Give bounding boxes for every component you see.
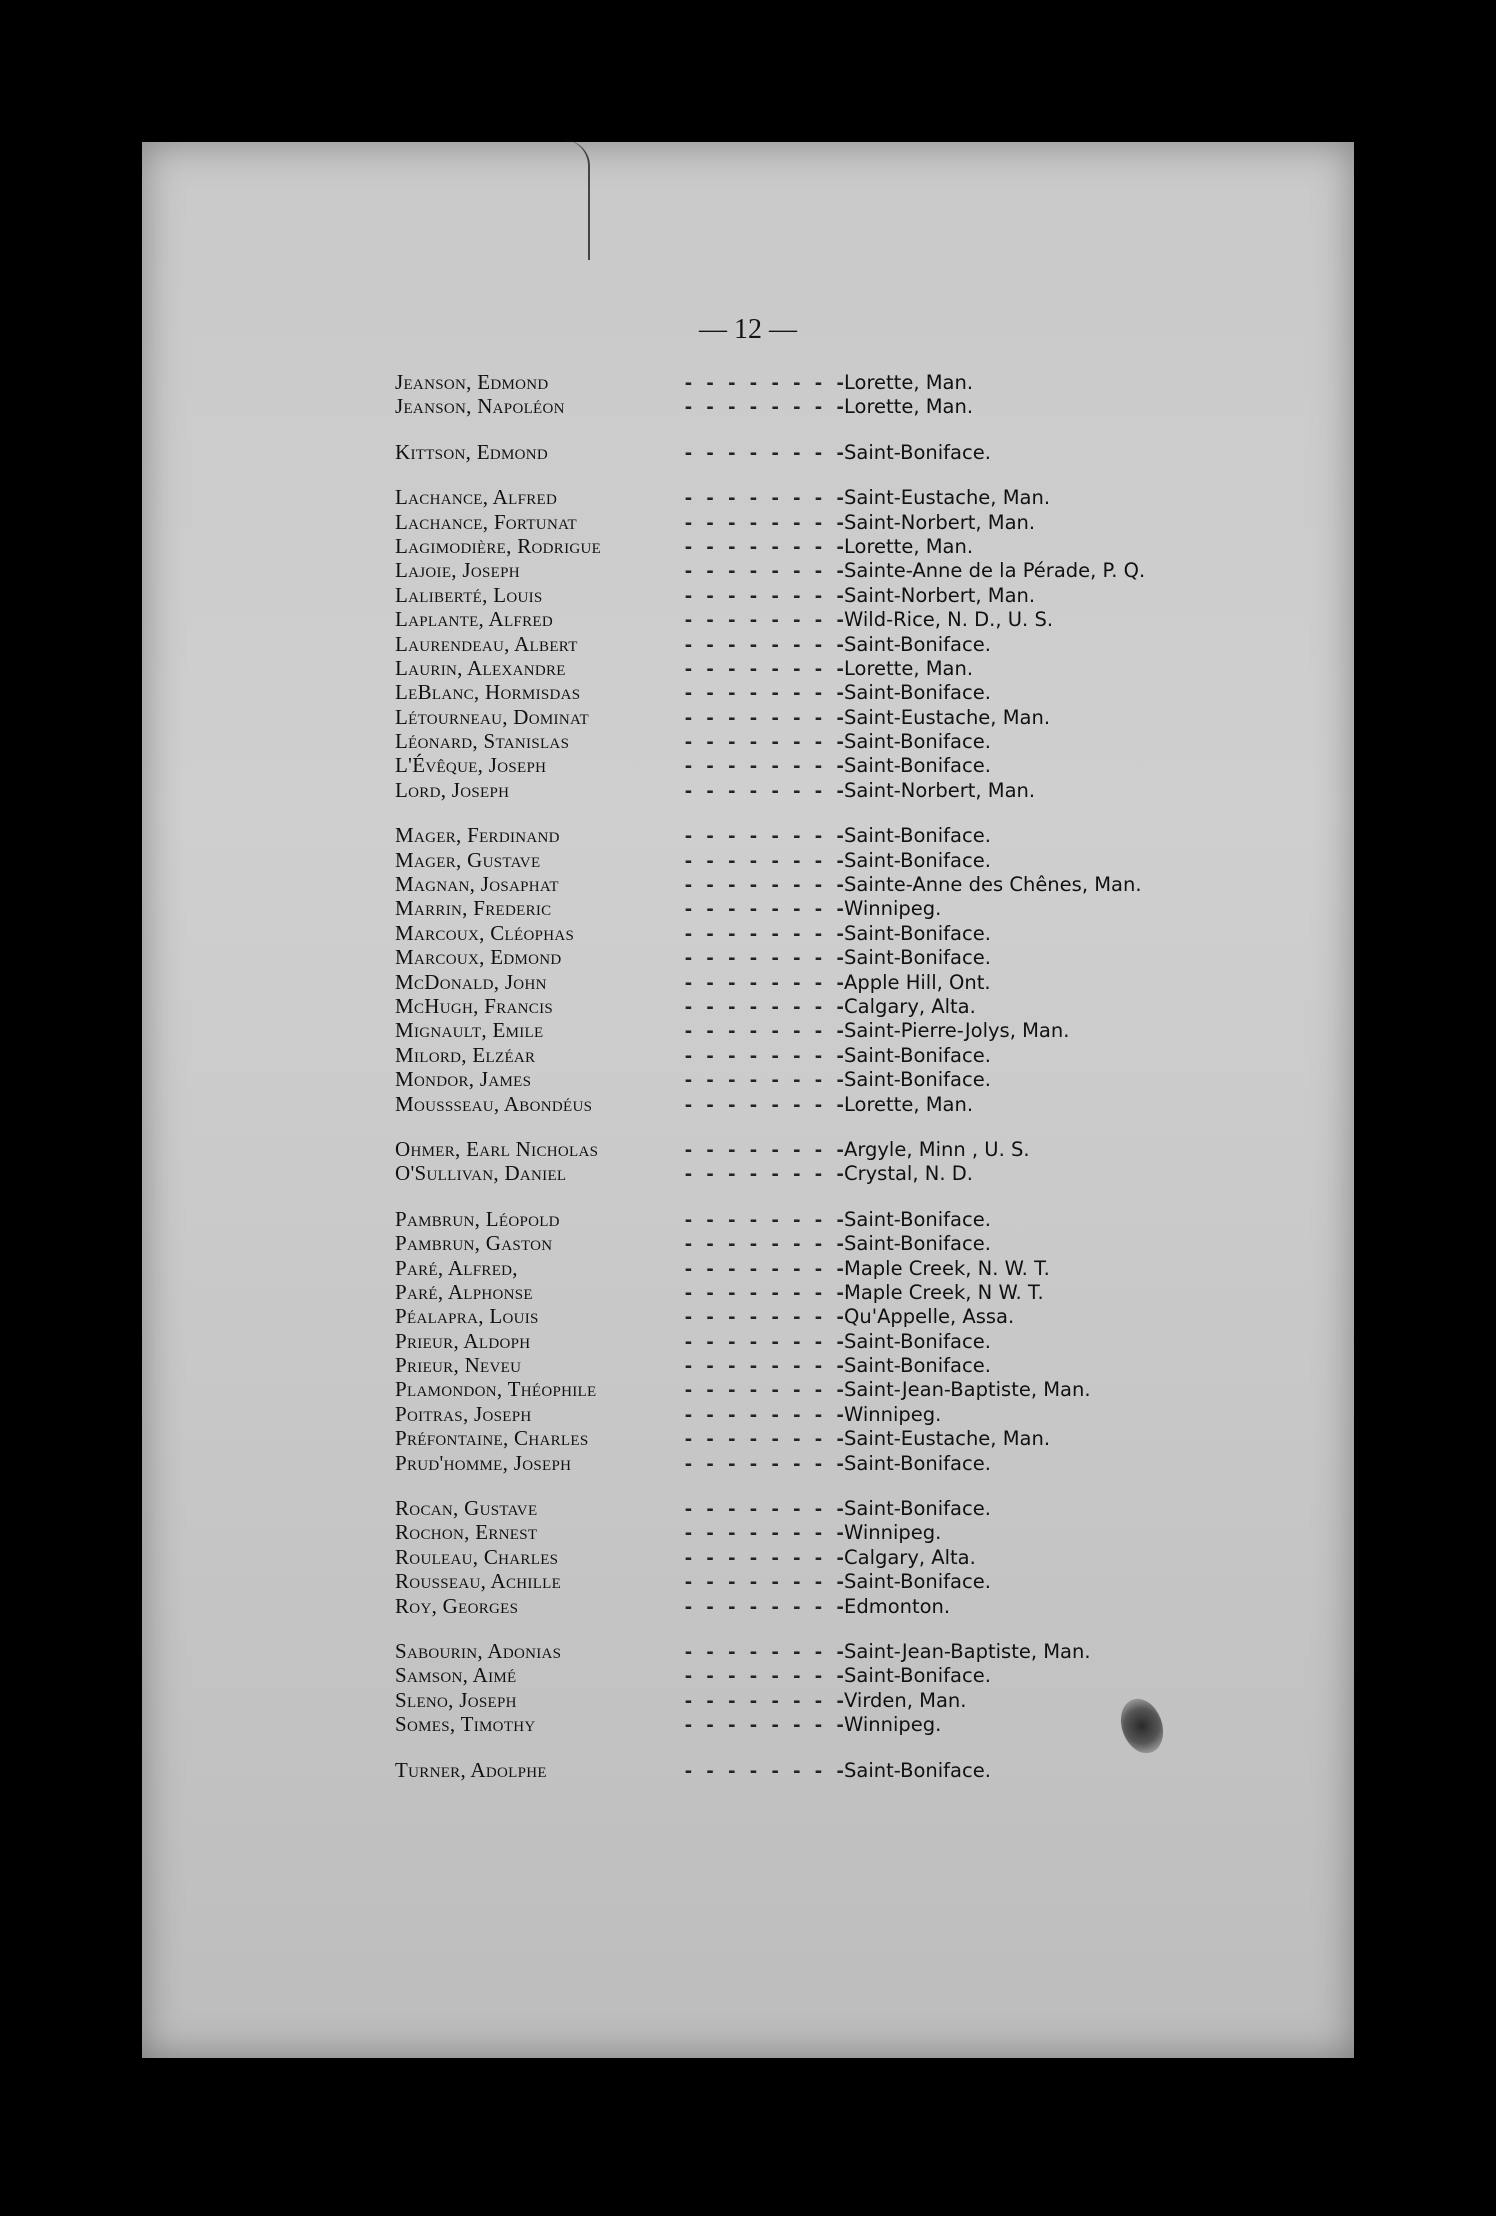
list-item	[395, 1207, 1335, 1231]
dot-leader	[683, 634, 844, 658]
person-name: Sabourin, Adonias	[395, 1638, 562, 1663]
page-number: — 12 —	[699, 314, 797, 345]
person-name: Prieur, Aldoph	[395, 1328, 531, 1353]
person-name: Jeanson, Edmond	[395, 370, 549, 394]
list-item	[395, 848, 1335, 872]
dot-leader	[683, 755, 844, 779]
dot-leader	[683, 731, 844, 755]
residence-place: Saint-Eustache, Man.	[844, 486, 1051, 510]
letter-group	[395, 1639, 1335, 1737]
person-name: Ohmer, Earl Nicholas	[395, 1136, 599, 1161]
list-item	[395, 1353, 1335, 1377]
dot-leader	[683, 996, 844, 1020]
dot-leader	[683, 396, 844, 420]
person-name: Mignault, Emile	[395, 1018, 544, 1043]
letter-group	[395, 1758, 1335, 1782]
pencil-mark	[564, 140, 590, 260]
list-item	[395, 1018, 1335, 1042]
residence-place: Saint-Jean-Baptiste, Man.	[844, 1639, 1091, 1663]
person-name: Prud'homme, Joseph	[395, 1450, 572, 1475]
residence-place: Edmonton.	[844, 1594, 951, 1618]
letter-group	[395, 370, 1335, 419]
person-name: Marrin, Frederic	[395, 896, 552, 921]
dot-leader	[683, 1069, 844, 1093]
list-item	[395, 1043, 1335, 1067]
letter-group	[395, 1207, 1335, 1475]
person-name: Moussseau, Abondéus	[395, 1091, 593, 1116]
residence-place: Lorette, Man.	[844, 395, 974, 419]
dot-leader	[683, 1596, 844, 1620]
dot-leader	[683, 1306, 844, 1330]
dot-leader	[683, 487, 844, 511]
dot-leader	[683, 1094, 844, 1118]
list-item	[395, 1426, 1335, 1450]
person-name: Létourneau, Dominat	[395, 704, 589, 729]
residence-place: Saint-Boniface.	[844, 824, 991, 848]
residence-place: Lorette, Man.	[844, 1092, 974, 1116]
dot-leader	[683, 512, 844, 536]
dot-leader	[683, 1641, 844, 1665]
letter-group	[395, 1496, 1335, 1618]
dot-leader	[683, 1233, 844, 1257]
list-item	[395, 485, 1335, 509]
list-item	[395, 680, 1335, 704]
list-item	[395, 1304, 1335, 1328]
person-name: LeBlanc, Hormisdas	[395, 680, 581, 705]
list-item	[395, 753, 1335, 777]
list-item	[395, 705, 1335, 729]
dot-leader	[683, 1522, 844, 1546]
dot-leader	[683, 1498, 844, 1522]
person-name: Magnan, Josaphat	[395, 872, 559, 897]
list-item	[395, 1451, 1335, 1475]
list-item	[395, 1520, 1335, 1544]
residence-place: Winnipeg.	[844, 897, 942, 921]
person-name: Kittson, Edmond	[395, 439, 548, 464]
residence-place: Saint-Norbert, Man.	[844, 510, 1036, 534]
residence-place: Saint-Boniface.	[844, 946, 991, 970]
person-name: Somes, Timothy	[395, 1712, 536, 1737]
dot-leader	[683, 923, 844, 947]
person-name: Marcoux, Edmond	[395, 945, 562, 970]
person-name: Paré, Alphonse	[395, 1279, 533, 1304]
list-item	[395, 607, 1335, 631]
list-item	[395, 558, 1335, 582]
person-name: Lagimodière, Rodrigue	[395, 533, 602, 558]
list-item	[395, 1137, 1335, 1161]
residence-place: Saint-Boniface.	[844, 921, 991, 945]
list-item	[395, 970, 1335, 994]
list-item	[395, 1545, 1335, 1569]
list-item	[395, 1496, 1335, 1520]
residence-place: Lorette, Man.	[844, 656, 974, 680]
residence-place: Maple Creek, N W. T.	[844, 1280, 1044, 1304]
dot-leader	[683, 972, 844, 996]
person-name: Paré, Alfred,	[395, 1255, 518, 1280]
residence-place: Saint-Boniface.	[844, 1068, 991, 1092]
list-item	[395, 872, 1335, 896]
person-name: Lachance, Alfred	[395, 485, 558, 510]
residence-place: Apple Hill, Ont.	[844, 970, 991, 994]
dot-leader	[683, 1045, 844, 1069]
dot-leader	[683, 1453, 844, 1477]
list-item	[395, 394, 1335, 418]
person-name: Mondor, James	[395, 1067, 532, 1092]
dot-leader	[683, 658, 844, 682]
person-name: Laliberté, Louis	[395, 582, 543, 607]
letter-group	[395, 485, 1335, 802]
residence-place: Wild-Rice, N. D., U. S.	[844, 608, 1054, 632]
residence-place: Calgary, Alta.	[844, 994, 976, 1018]
residence-place: Lorette, Man.	[844, 534, 974, 558]
dot-leader	[683, 1547, 844, 1571]
person-name: Laplante, Alfred	[395, 607, 553, 632]
list-item	[395, 1639, 1335, 1663]
residence-place: Saint-Boniface.	[844, 1329, 991, 1353]
dot-leader	[683, 1209, 844, 1233]
list-item	[395, 1231, 1335, 1255]
residence-place: Saint-Boniface.	[844, 1664, 991, 1688]
person-name: Samson, Aimé	[395, 1663, 517, 1688]
residence-place: Saint-Boniface.	[844, 1354, 991, 1378]
list-item	[395, 1663, 1335, 1687]
dot-leader	[683, 707, 844, 731]
document-page	[142, 142, 1354, 2058]
person-name: Marcoux, Cléophas	[395, 920, 575, 945]
person-name: Sleno, Joseph	[395, 1687, 517, 1712]
dot-leader	[683, 1139, 844, 1163]
person-name: O'Sullivan, Daniel	[395, 1161, 567, 1186]
list-item	[395, 1712, 1335, 1736]
residence-place: Winnipeg.	[844, 1713, 942, 1737]
dot-leader	[683, 1404, 844, 1428]
list-item	[395, 1161, 1335, 1185]
residence-place: Lorette, Man.	[844, 371, 974, 394]
list-item	[395, 1067, 1335, 1091]
list-item	[395, 729, 1335, 753]
person-name: Péalapra, Louis	[395, 1304, 539, 1329]
list-item	[395, 1402, 1335, 1426]
residence-place: Saint-Boniface.	[844, 730, 991, 754]
dot-leader	[683, 1282, 844, 1306]
residence-place: Saint-Boniface.	[844, 681, 991, 705]
residence-place: Argyle, Minn , U. S.	[844, 1137, 1030, 1161]
dot-leader	[683, 1258, 844, 1282]
person-name: Pambrun, Léopold	[395, 1206, 560, 1231]
residence-place: Saint-Boniface.	[844, 1497, 991, 1521]
list-item	[395, 440, 1335, 464]
person-name: L'Évêque, Joseph	[395, 753, 547, 778]
dot-leader	[683, 874, 844, 898]
list-item	[395, 1377, 1335, 1401]
dot-leader	[683, 585, 844, 609]
residence-place: Saint-Boniface.	[844, 1232, 991, 1256]
residence-place: Saint-Boniface.	[844, 848, 991, 872]
dot-leader	[683, 560, 844, 584]
person-name: Plamondon, Théophile	[395, 1377, 597, 1402]
residence-place: Saint-Boniface.	[844, 754, 991, 778]
residence-place: Virden, Man.	[844, 1688, 967, 1712]
residence-place: Winnipeg.	[844, 1402, 942, 1426]
list-item	[395, 1688, 1335, 1712]
dot-leader	[683, 1355, 844, 1379]
residence-place: Saint-Boniface.	[844, 632, 991, 656]
dot-leader	[683, 1020, 844, 1044]
person-name: Laurendeau, Albert	[395, 631, 578, 656]
dot-leader	[683, 1760, 844, 1784]
list-item	[395, 1594, 1335, 1618]
dot-leader	[683, 682, 844, 706]
dot-leader	[683, 372, 844, 396]
dot-leader	[683, 1163, 844, 1187]
list-item	[395, 510, 1335, 534]
person-name: Lachance, Fortunat	[395, 509, 578, 534]
person-name: Poitras, Joseph	[395, 1401, 532, 1426]
list-item	[395, 921, 1335, 945]
letter-group	[395, 823, 1335, 1116]
name-list	[395, 370, 1335, 1803]
dot-leader	[683, 1379, 844, 1403]
person-name: Pambrun, Gaston	[395, 1231, 553, 1256]
residence-place: Sainte-Anne de la Pérade, P. Q.	[844, 559, 1146, 583]
list-item	[395, 632, 1335, 656]
list-item	[395, 1329, 1335, 1353]
dot-leader	[683, 1665, 844, 1689]
residence-place: Saint-Eustache, Man.	[844, 1427, 1051, 1451]
residence-place: Sainte-Anne des Chênes, Man.	[844, 873, 1142, 897]
residence-place: Saint-Eustache, Man.	[844, 705, 1051, 729]
dot-leader	[683, 780, 844, 804]
residence-place: Saint-Pierre-Jolys, Man.	[844, 1019, 1070, 1043]
dot-leader	[683, 442, 844, 466]
person-name: Jeanson, Napoléon	[395, 394, 565, 419]
dot-leader	[683, 1714, 844, 1738]
letter-group	[395, 440, 1335, 464]
person-name: Laurin, Alexandre	[395, 655, 566, 680]
person-name: Turner, Adolphe	[395, 1757, 547, 1782]
list-item	[395, 823, 1335, 847]
person-name: Rochon, Ernest	[395, 1520, 538, 1545]
residence-place: Saint-Boniface.	[844, 440, 991, 464]
list-item	[395, 1569, 1335, 1593]
list-item	[395, 994, 1335, 1018]
list-item	[395, 534, 1335, 558]
list-item	[395, 370, 1335, 394]
residence-place: Saint-Boniface.	[844, 1758, 991, 1782]
person-name: McDonald, John	[395, 969, 547, 994]
person-name: Préfontaine, Charles	[395, 1426, 589, 1451]
person-name: Prieur, Neveu	[395, 1353, 522, 1378]
residence-place: Saint-Norbert, Man.	[844, 778, 1036, 802]
list-item	[395, 778, 1335, 802]
dot-leader	[683, 536, 844, 560]
list-item	[395, 1758, 1335, 1782]
residence-place: Saint-Boniface.	[844, 1207, 991, 1231]
list-item	[395, 1256, 1335, 1280]
person-name: Rouleau, Charles	[395, 1544, 559, 1569]
dot-leader	[683, 825, 844, 849]
person-name: Lord, Joseph	[395, 777, 510, 802]
letter-group	[395, 1137, 1335, 1186]
dot-leader	[683, 850, 844, 874]
residence-place: Crystal, N. D.	[844, 1162, 973, 1186]
person-name: Léonard, Stanislas	[395, 729, 570, 754]
residence-place: Saint-Boniface.	[844, 1570, 991, 1594]
person-name: Lajoie, Joseph	[395, 558, 520, 583]
dot-leader	[683, 1428, 844, 1452]
residence-place: Saint-Norbert, Man.	[844, 583, 1036, 607]
list-item	[395, 945, 1335, 969]
dot-leader	[683, 1331, 844, 1355]
person-name: Rousseau, Achille	[395, 1569, 562, 1594]
residence-place: Saint-Boniface.	[844, 1451, 991, 1475]
dot-leader	[683, 1690, 844, 1714]
residence-place: Calgary, Alta.	[844, 1545, 976, 1569]
dot-leader	[683, 609, 844, 633]
list-item	[395, 656, 1335, 680]
list-item	[395, 1280, 1335, 1304]
residence-place: Qu'Appelle, Assa.	[844, 1305, 1015, 1329]
person-name: Mager, Gustave	[395, 847, 541, 872]
dot-leader	[683, 1571, 844, 1595]
list-item	[395, 583, 1335, 607]
residence-place: Saint-Jean-Baptiste, Man.	[844, 1378, 1091, 1402]
person-name: Rocan, Gustave	[395, 1496, 538, 1521]
dot-leader	[683, 947, 844, 971]
list-item	[395, 896, 1335, 920]
dot-leader	[683, 898, 844, 922]
person-name: McHugh, Francis	[395, 993, 554, 1018]
residence-place: Maple Creek, N. W. T.	[844, 1256, 1050, 1280]
person-name: Mager, Ferdinand	[395, 823, 560, 848]
person-name: Roy, Georges	[395, 1593, 519, 1618]
person-name: Milord, Elzéar	[395, 1042, 536, 1067]
residence-place: Winnipeg.	[844, 1521, 942, 1545]
list-item	[395, 1092, 1335, 1116]
residence-place: Saint-Boniface.	[844, 1043, 991, 1067]
